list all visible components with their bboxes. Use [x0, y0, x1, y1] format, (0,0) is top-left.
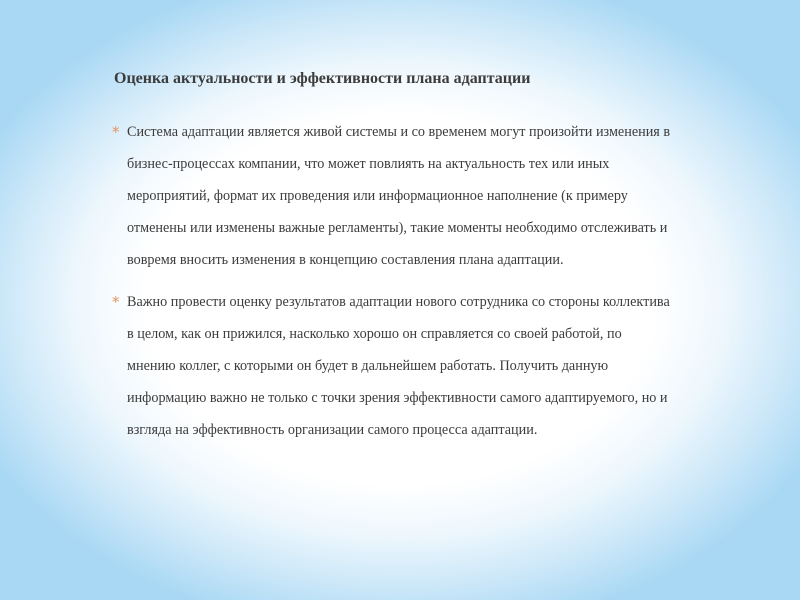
bullet-text: Система адаптации является живой системы и со временем могут произойти изменения в бизнес-процессах компании, что может повлиять на актуальность тех или иных мероприятий, формат их проведения или информационное наполнение (к примеру отменены или изменены важные регламенты), такие моменты необходимо отслеживать и вовремя вносить изменения в концепцию составления плана адаптации.	[127, 124, 671, 268]
bullet-item	[112, 116, 672, 276]
asterisk-bullet-icon: *	[112, 123, 120, 141]
slide-title: Оценка актуальности и эффективности плана адаптации	[114, 70, 531, 87]
bullet-list	[112, 116, 672, 446]
bullet-text: Важно провести оценку результатов адаптации нового сотрудника со стороны коллектива в целом, как он прижился, насколько хорошо он справляется со своей работой, по мнению коллег, с которыми он будет в дальнейшем работать. Получить данную информацию важно не только с точки зрения эффективности самого адаптируемого, но и взгляда на эффективность организации самого процесса адаптации.	[127, 294, 670, 438]
bullet-item	[112, 286, 672, 446]
asterisk-bullet-icon: *	[112, 293, 120, 311]
